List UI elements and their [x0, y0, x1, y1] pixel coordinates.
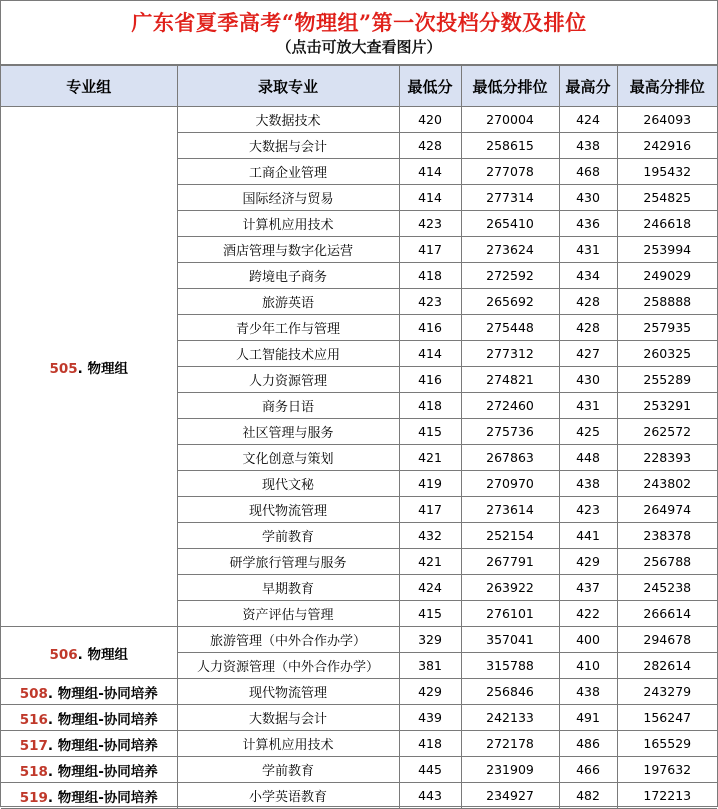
min-score-cell: 429 [399, 679, 461, 705]
major-cell: 人力资源管理 [177, 367, 399, 393]
table-row [1, 107, 717, 133]
max-rank-cell: 262572 [617, 419, 717, 445]
major-cell: 跨境电子商务 [177, 263, 399, 289]
min-score-cell: 418 [399, 393, 461, 419]
max-score-cell: 434 [559, 263, 617, 289]
group-name: . 物理组-协同培养 [47, 789, 158, 806]
min-score-cell: 417 [399, 497, 461, 523]
table-row [1, 705, 717, 731]
min-rank-cell: 315788 [461, 653, 559, 679]
min-score-cell: 381 [399, 653, 461, 679]
group-code: 505 [49, 360, 78, 377]
max-score-cell: 438 [559, 471, 617, 497]
page-title: 广东省夏季高考“物理组”第一次投档分数及排位 [131, 10, 587, 35]
max-score-cell: 428 [559, 315, 617, 341]
min-rank-cell: 272592 [461, 263, 559, 289]
group-name: . 物理组 [77, 360, 129, 377]
major-cell: 文化创意与策划 [177, 445, 399, 471]
group-cell [1, 627, 177, 679]
major-cell: 国际经济与贸易 [177, 185, 399, 211]
min-score-cell: 428 [399, 133, 461, 159]
max-rank-cell: 195432 [617, 159, 717, 185]
max-score-cell: 427 [559, 341, 617, 367]
max-score-cell: 482 [559, 783, 617, 809]
min-score-cell: 421 [399, 445, 461, 471]
group-code: 518 [19, 763, 48, 780]
max-rank-cell: 256788 [617, 549, 717, 575]
major-cell: 工商企业管理 [177, 159, 399, 185]
max-score-cell: 438 [559, 133, 617, 159]
max-score-cell: 438 [559, 679, 617, 705]
min-rank-cell: 252154 [461, 523, 559, 549]
group-cell [1, 107, 177, 627]
max-rank-cell: 165529 [617, 731, 717, 757]
min-score-cell: 423 [399, 289, 461, 315]
max-score-cell: 448 [559, 445, 617, 471]
min-rank-cell: 274821 [461, 367, 559, 393]
min-rank-cell: 265410 [461, 211, 559, 237]
min-rank-cell: 275448 [461, 315, 559, 341]
max-rank-cell: 249029 [617, 263, 717, 289]
group-code: 517 [19, 737, 48, 754]
score-table [1, 65, 717, 809]
min-rank-cell: 263922 [461, 575, 559, 601]
major-cell: 现代物流管理 [177, 679, 399, 705]
max-rank-cell: 243279 [617, 679, 717, 705]
max-score-cell: 491 [559, 705, 617, 731]
column-header-max-score: 最高分 [559, 66, 617, 107]
min-rank-cell: 267791 [461, 549, 559, 575]
max-rank-cell: 197632 [617, 757, 717, 783]
major-cell: 大数据技术 [177, 107, 399, 133]
major-cell: 现代物流管理 [177, 497, 399, 523]
max-rank-cell: 242916 [617, 133, 717, 159]
major-cell: 学前教育 [177, 757, 399, 783]
min-score-cell: 421 [399, 549, 461, 575]
major-cell: 人力资源管理（中外合作办学） [177, 653, 399, 679]
max-rank-cell: 257935 [617, 315, 717, 341]
group-code: 508 [19, 685, 48, 702]
max-score-cell: 424 [559, 107, 617, 133]
max-rank-cell: 264093 [617, 107, 717, 133]
min-rank-cell: 242133 [461, 705, 559, 731]
major-cell: 大数据与会计 [177, 133, 399, 159]
min-score-cell: 414 [399, 159, 461, 185]
max-rank-cell: 255289 [617, 367, 717, 393]
group-cell [1, 679, 177, 705]
major-cell: 青少年工作与管理 [177, 315, 399, 341]
max-rank-cell: 245238 [617, 575, 717, 601]
group-cell [1, 757, 177, 783]
min-score-cell: 417 [399, 237, 461, 263]
min-rank-cell: 272460 [461, 393, 559, 419]
min-score-cell: 414 [399, 341, 461, 367]
min-rank-cell: 234927 [461, 783, 559, 809]
min-rank-cell: 276101 [461, 601, 559, 627]
max-rank-cell: 156247 [617, 705, 717, 731]
min-rank-cell: 272178 [461, 731, 559, 757]
major-cell: 小学英语教育 [177, 783, 399, 809]
max-score-cell: 437 [559, 575, 617, 601]
min-score-cell: 423 [399, 211, 461, 237]
min-rank-cell: 270970 [461, 471, 559, 497]
major-cell: 学前教育 [177, 523, 399, 549]
major-cell: 社区管理与服务 [177, 419, 399, 445]
max-rank-cell: 238378 [617, 523, 717, 549]
max-rank-cell: 172213 [617, 783, 717, 809]
column-header-major: 录取专业 [177, 66, 399, 107]
min-score-cell: 418 [399, 731, 461, 757]
min-score-cell: 424 [399, 575, 461, 601]
group-cell [1, 731, 177, 757]
min-rank-cell: 273624 [461, 237, 559, 263]
max-rank-cell: 294678 [617, 627, 717, 653]
min-score-cell: 418 [399, 263, 461, 289]
sheet-header [1, 1, 717, 65]
max-score-cell: 430 [559, 185, 617, 211]
major-cell: 旅游英语 [177, 289, 399, 315]
max-score-cell: 466 [559, 757, 617, 783]
major-cell: 现代文秘 [177, 471, 399, 497]
major-cell: 早期教育 [177, 575, 399, 601]
column-header-group: 专业组 [1, 66, 177, 107]
min-score-cell: 432 [399, 523, 461, 549]
max-score-cell: 468 [559, 159, 617, 185]
min-rank-cell: 265692 [461, 289, 559, 315]
min-rank-cell: 357041 [461, 627, 559, 653]
min-rank-cell: 270004 [461, 107, 559, 133]
min-rank-cell: 277312 [461, 341, 559, 367]
major-cell: 酒店管理与数字化运营 [177, 237, 399, 263]
max-rank-cell: 253291 [617, 393, 717, 419]
group-name: . 物理组-协同培养 [47, 685, 158, 702]
min-rank-cell: 267863 [461, 445, 559, 471]
min-score-cell: 414 [399, 185, 461, 211]
min-rank-cell: 258615 [461, 133, 559, 159]
group-name: . 物理组-协同培养 [47, 737, 158, 754]
min-rank-cell: 256846 [461, 679, 559, 705]
min-rank-cell: 273614 [461, 497, 559, 523]
max-rank-cell: 264974 [617, 497, 717, 523]
group-name: . 物理组-协同培养 [47, 711, 158, 728]
max-rank-cell: 243802 [617, 471, 717, 497]
max-score-cell: 431 [559, 393, 617, 419]
major-cell: 商务日语 [177, 393, 399, 419]
major-cell: 旅游管理（中外合作办学） [177, 627, 399, 653]
max-score-cell: 430 [559, 367, 617, 393]
table-row [1, 679, 717, 705]
table-row [1, 731, 717, 757]
max-score-cell: 486 [559, 731, 617, 757]
max-rank-cell: 260325 [617, 341, 717, 367]
group-code: 516 [19, 711, 48, 728]
table-header-row [1, 66, 717, 107]
group-code: 506 [49, 646, 78, 663]
min-score-cell: 416 [399, 367, 461, 393]
max-score-cell: 431 [559, 237, 617, 263]
min-score-cell: 439 [399, 705, 461, 731]
max-score-cell: 423 [559, 497, 617, 523]
min-score-cell: 329 [399, 627, 461, 653]
min-rank-cell: 277314 [461, 185, 559, 211]
min-score-cell: 420 [399, 107, 461, 133]
column-header-min-rank: 最低分排位 [461, 66, 559, 107]
group-name: . 物理组 [77, 646, 129, 663]
table-row [1, 627, 717, 653]
min-rank-cell: 231909 [461, 757, 559, 783]
major-cell: 计算机应用技术 [177, 731, 399, 757]
max-score-cell: 436 [559, 211, 617, 237]
min-score-cell: 419 [399, 471, 461, 497]
table-body [1, 107, 717, 809]
column-header-max-rank: 最高分排位 [617, 66, 717, 107]
min-score-cell: 416 [399, 315, 461, 341]
max-rank-cell: 258888 [617, 289, 717, 315]
max-score-cell: 428 [559, 289, 617, 315]
min-score-cell: 445 [399, 757, 461, 783]
max-score-cell: 441 [559, 523, 617, 549]
max-rank-cell: 253994 [617, 237, 717, 263]
table-row [1, 757, 717, 783]
table-row [1, 783, 717, 809]
column-header-min-score: 最低分 [399, 66, 461, 107]
min-score-cell: 415 [399, 419, 461, 445]
max-rank-cell: 246618 [617, 211, 717, 237]
major-cell: 资产评估与管理 [177, 601, 399, 627]
max-score-cell: 425 [559, 419, 617, 445]
group-cell [1, 705, 177, 731]
major-cell: 人工智能技术应用 [177, 341, 399, 367]
max-score-cell: 429 [559, 549, 617, 575]
page-subtitle: （点击可放大查看图片） [276, 38, 442, 56]
major-cell: 大数据与会计 [177, 705, 399, 731]
max-rank-cell: 254825 [617, 185, 717, 211]
max-score-cell: 422 [559, 601, 617, 627]
max-score-cell: 400 [559, 627, 617, 653]
min-score-cell: 415 [399, 601, 461, 627]
max-rank-cell: 266614 [617, 601, 717, 627]
max-rank-cell: 228393 [617, 445, 717, 471]
group-code: 519 [19, 789, 48, 806]
group-name: . 物理组-协同培养 [47, 763, 158, 780]
group-cell [1, 783, 177, 809]
min-score-cell: 443 [399, 783, 461, 809]
max-score-cell: 410 [559, 653, 617, 679]
major-cell: 研学旅行管理与服务 [177, 549, 399, 575]
major-cell: 计算机应用技术 [177, 211, 399, 237]
max-rank-cell: 282614 [617, 653, 717, 679]
min-rank-cell: 277078 [461, 159, 559, 185]
min-rank-cell: 275736 [461, 419, 559, 445]
